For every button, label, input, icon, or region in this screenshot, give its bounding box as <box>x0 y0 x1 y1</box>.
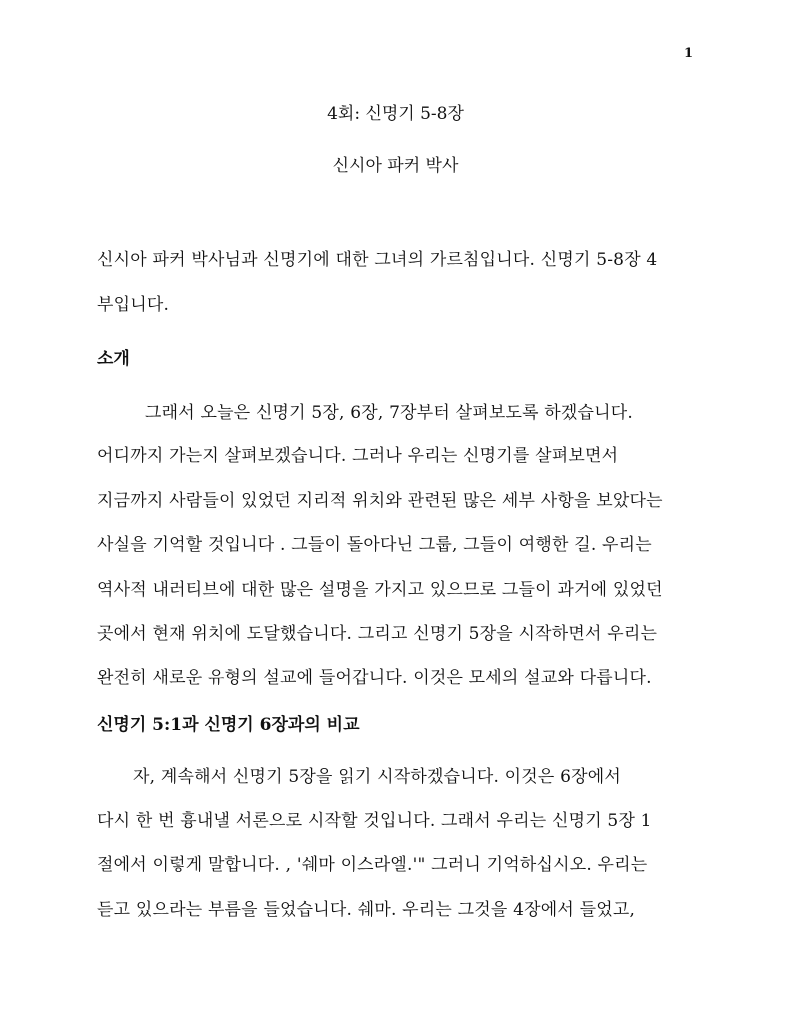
body-line: 자, 계속해서 신명기 5장을 읽기 시작하겠습니다. 이것은 6장에서 <box>133 767 622 787</box>
body-line: 다시 한 번 흉내낼 서론으로 시작할 것입니다. 그래서 우리는 신명기 5장 1 <box>97 811 652 831</box>
section-heading-intro: 소개 <box>97 349 130 369</box>
body-line: 완전히 새로운 유형의 설교에 들어갑니다. 이것은 모세의 설교와 다릅니다. <box>97 668 652 688</box>
body-line: 절에서 이렇게 말합니다. , '쉐마 이스라엘.'" 그러니 기억하십시오. 우리는 <box>97 855 648 875</box>
body-line: 어디까지 가는지 살펴보겠습니다. 그러나 우리는 신명기를 살펴보면서 <box>97 446 619 466</box>
body-line: 사실을 기억할 것입니다 . 그들이 돌아다닌 그룹, 그들이 여행한 길. 우리는 <box>97 535 652 555</box>
section-heading-comparison: 신명기 5:1과 신명기 6장과의 비교 <box>97 715 360 735</box>
intro-line: 부입니다. <box>97 295 170 315</box>
body-line: 듣고 있으라는 부름을 들었습니다. 쉐마. 우리는 그것을 4장에서 들었고, <box>97 900 636 920</box>
body-line: 그래서 오늘은 신명기 5장, 6장, 7장부터 살펴보도록 하겠습니다. <box>145 403 634 423</box>
intro-line: 신시아 파커 박사님과 신명기에 대한 그녀의 가르침입니다. 신명기 5-8장 4 <box>97 250 658 270</box>
body-line: 지금까지 사람들이 있었던 지리적 위치와 관련된 많은 세부 사항을 보았다는 <box>97 491 663 511</box>
body-line: 역사적 내러티브에 대한 많은 설명을 가지고 있으므로 그들이 과거에 있었던 <box>97 580 663 600</box>
page-number: 1 <box>684 46 694 61</box>
body-line: 곳에서 현재 위치에 도달했습니다. 그리고 신명기 5장을 시작하면서 우리는 <box>97 624 658 644</box>
author-line: 신시아 파커 박사 <box>332 156 459 176</box>
page-title: 4회: 신명기 5-8장 <box>327 104 464 124</box>
